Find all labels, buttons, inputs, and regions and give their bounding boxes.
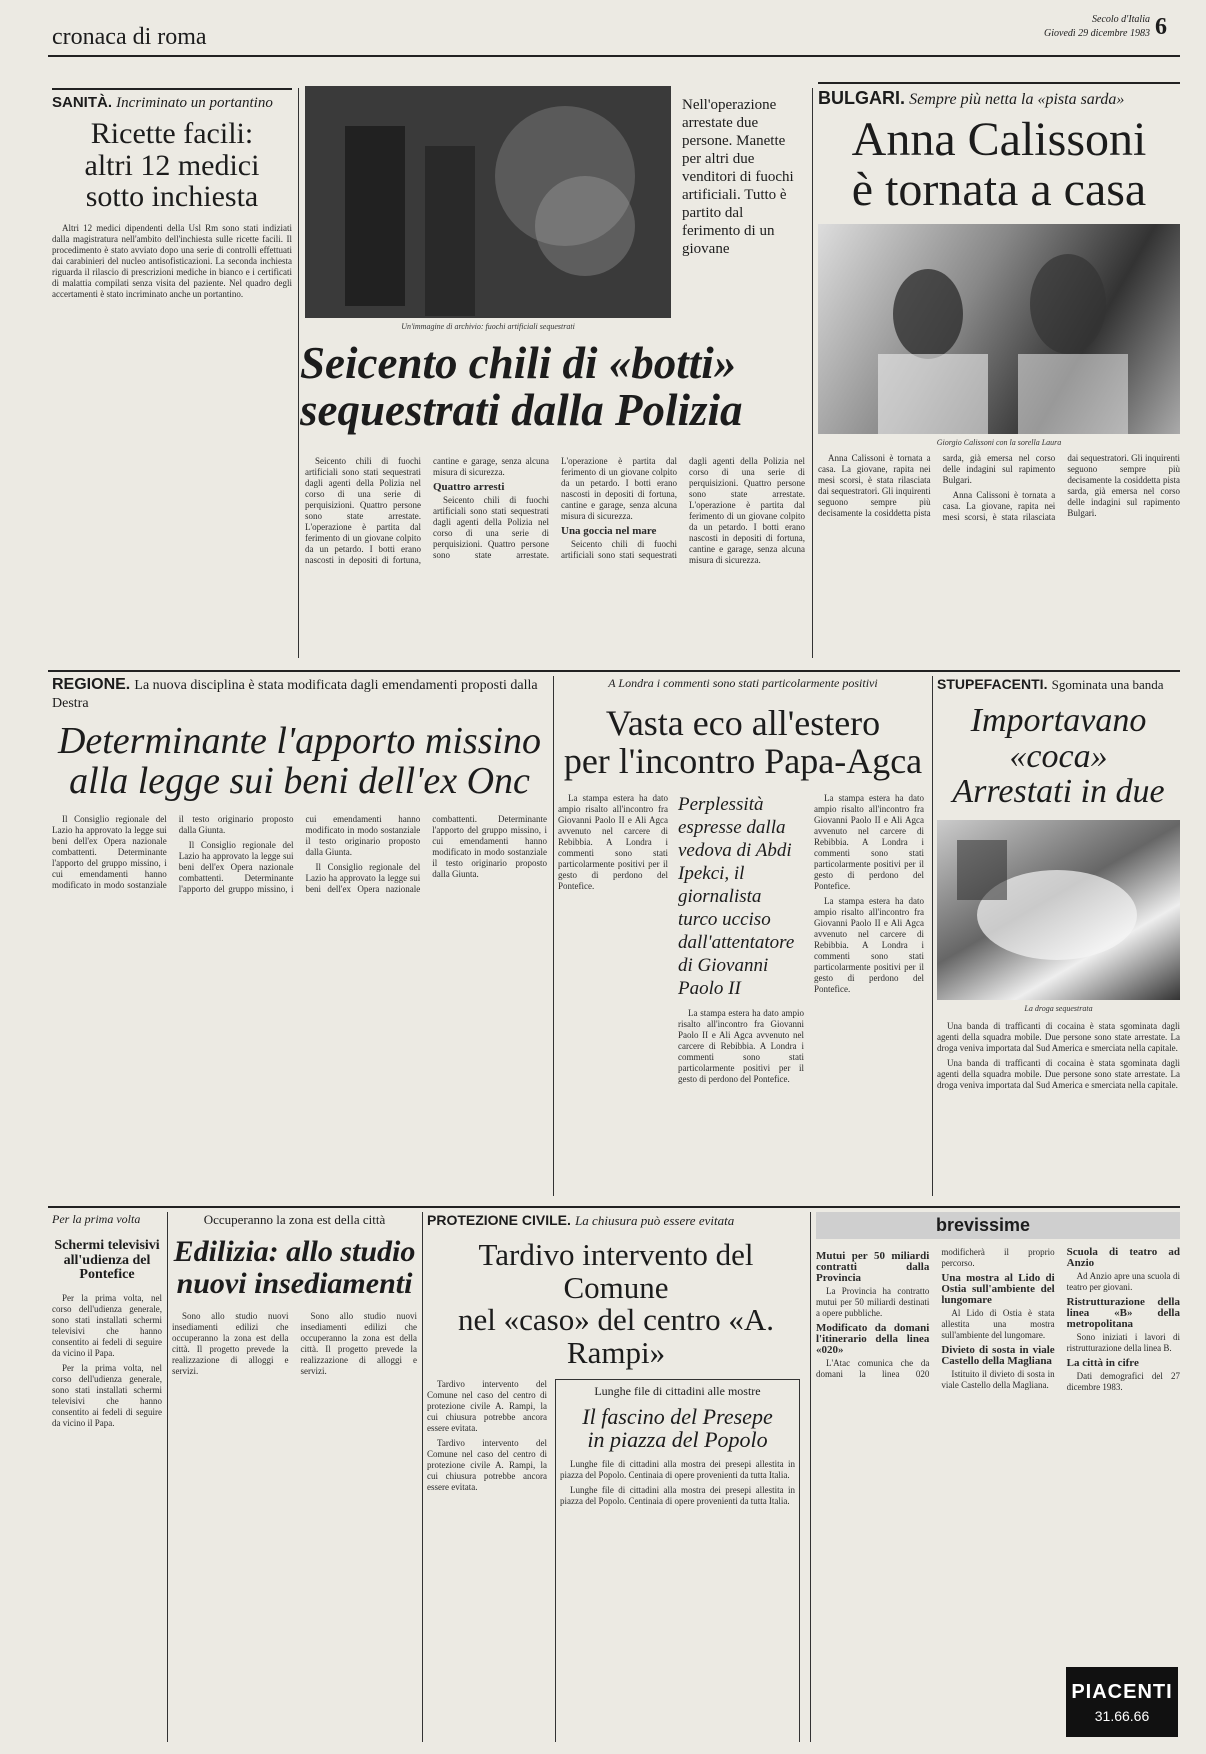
fireworks-sidebar: Nell'operazione arrestate due persone. Manette per altri due venditori di fuochi artificiali. Tutto è partito dal ferimento di un giovane: [682, 97, 794, 257]
stupefacenti-body-2: Una banda di trafficanti di cocaina è stata sgominata dagli agenti della squadra mobile. Due persone sono state arrestate. La droga veniva importata dal Sud America e smerciata nella capitale.: [937, 1058, 1180, 1091]
edilizia-body-2: Sono allo studio nuovi insediamenti edilizi che occuperanno la zona est della città. Il progetto prevede la realizzazione di alloggi e servizi.: [300, 1311, 417, 1376]
edilizia-body: Sono allo studio nuovi insediamenti edilizi che occuperanno la zona est della città. Il progetto prevede la realizzazione di alloggi e servizi.: [172, 1311, 289, 1376]
presepe-body: Lunghe file di cittadini alla mostra dei presepi allestita in piazza del Popolo. Centinaia di opere provenienti da tutta Italia.: [560, 1459, 795, 1481]
regione-title-2: alla legge sui beni dell'ex Onc: [69, 759, 530, 802]
protezione-title-2: nel «caso» del centro «A. Rampi»: [458, 1302, 774, 1370]
edilizia-article: [172, 1212, 417, 1742]
fireworks-body-text: Seicento chili di fuochi artificiali sono stati sequestrati dagli agenti della Polizia nel corso di una serie di perquisizioni. Quattro persone sono state arrestate. L'operazione è partita dal ferimento di un giovane colpito da un petardo. I botti erano nascosti in depositi di fortuna, cantine e garage, senza alcuna misura di sicurezza.: [305, 456, 549, 565]
regione-body: Il Consiglio regionale del Lazio ha approvato la legge sui beni dell'ex Opera nazionale combattenti. Determinante l'apporto del gruppo missino, i cui emendamenti hanno modificato in modo sostanziale il testo originario proposto dalla Giunta.: [52, 813, 294, 890]
presepe-body-2: Lunghe file di cittadini alla mostra dei presepi allestita in piazza del Popolo. Centinaia di opere provenienti da tutta Italia.: [560, 1485, 795, 1507]
bulgari-photo-art: [818, 224, 1180, 434]
londra-body-col: [558, 793, 668, 1173]
brevi-title-4: Scuola di teatro ad Anzio: [1066, 1246, 1180, 1269]
protezione-body: Tardivo intervento del Comune nel caso del centro di protezione civile A. Rampi, la cui chiusura potrebbe ancora essere evitata.: [427, 1379, 547, 1434]
protezione-body-col: [427, 1379, 547, 1742]
presepe-title-1: Il fascino del Presepe: [582, 1404, 773, 1430]
brevi-title-1: Modificato da domani l'itinerario della linea «020»: [816, 1322, 930, 1356]
fireworks-photo: [305, 86, 671, 318]
fireworks-photo-caption: Un'immagine di archivio: fuochi artificiali sequestrati: [401, 322, 575, 331]
stupefacenti-title-2: Arrestati in due: [952, 773, 1165, 811]
presepe-box: [555, 1379, 800, 1742]
sanita-article: [52, 88, 292, 660]
regione-article: [52, 676, 547, 1196]
londra-body-2: La stampa estera ha dato ampio risalto all'incontro fra Giovanni Paolo II e Ali Agca avvenuto nel carcere di Rebibbia. A Londra i commenti sono stati particolarmente positivi per il gesto di perdono del Pontefice.: [678, 1007, 804, 1084]
regione-body-3: Il Consiglio regionale del Lazio ha approvato la legge sui beni dell'ex Opera nazionale combattenti. Determinante l'apporto del gruppo missino, i cui emendamenti hanno modificato in modo sostanziale il testo originario proposto dalla Giunta.: [305, 813, 547, 894]
londra-article: [558, 676, 928, 1196]
londra-body-3: La stampa estera ha dato ampio risalto all'incontro fra Giovanni Paolo II e Ali Agca avvenuto nel carcere di Rebibbia. A Londra i commenti sono stati particolarmente positivi per il gesto di perdono del Pontefice.: [814, 792, 924, 891]
edilizia-title-2: nuovi insediamenti: [176, 1266, 413, 1300]
regione-body-2: Il Consiglio regionale del Lazio ha approvato la legge sui beni dell'ex Opera nazionale combattenti. Determinante l'apporto del gruppo missino, i cui emendamenti hanno modificato in modo sostanziale il testo originario proposto dalla Giunta.: [178, 813, 421, 894]
sanita-kicker-sub: Incriminato un portantino: [116, 95, 273, 111]
fireworks-photo-art: [305, 86, 671, 318]
londra-sidebar: Perplessità espresse dalla vedova di Abdi Ipekci, il giornalista turco ucciso dall'attentatore di Giovanni Paolo II: [678, 793, 795, 999]
bulgari-body: Anna Calissoni è tornata a casa. La giovane, rapita nei mesi scorsi, è stata rilasciata dai sequestratori. Gli inquirenti seguono sempre più decisamente la cosiddetta pista sarda, già emersa nel corso delle indagini sul rapimento Bulgari.: [818, 452, 1056, 518]
edilizia-kicker: Occuperanno la zona est della città: [203, 1212, 386, 1227]
brevi-text-5: Sono iniziati i lavori di ristrutturazione della linea B.: [1066, 1332, 1180, 1353]
stupefacenti-kicker: STUPEFACENTI.: [937, 676, 1048, 692]
sanita-title-1: Ricette facili:: [90, 117, 254, 150]
brevi-title-5: Ristrutturazione della linea «B» della metropolitana: [1066, 1296, 1180, 1330]
stupefacenti-photo-art: [937, 820, 1180, 1000]
bulgari-article: [818, 82, 1180, 660]
londra-body: La stampa estera ha dato ampio risalto all'incontro fra Giovanni Paolo II e Ali Agca avvenuto nel carcere di Rebibbia. A Londra i commenti sono stati particolarmente positivi per il gesto di perdono del Pontefice.: [558, 792, 668, 891]
brevissime-header: brevissime: [816, 1212, 1180, 1239]
pontefice-body: Per la prima volta, nel corso dell'udienza generale, sono stati installati schermi televisivi che hanno consentito ai fedeli di seguire da vicino il Papa.: [52, 1293, 162, 1359]
brevi-title-6: La città in cifre: [1066, 1357, 1139, 1369]
bulgari-title-2: è tornata a casa: [851, 163, 1147, 217]
londra-title-2: per l'incontro Papa-Agca: [563, 740, 923, 781]
stupefacenti-photo: [937, 820, 1180, 1000]
londra-body-4: La stampa estera ha dato ampio risalto all'incontro fra Giovanni Paolo II e Ali Agca avvenuto nel carcere di Rebibbia. A Londra i commenti sono stati particolarmente positivi per il gesto di perdono del Pontefice.: [814, 895, 924, 994]
bulgari-kicker-sub: Sempre più netta la «pista sarda»: [909, 91, 1125, 108]
regione-kicker-sub: La nuova disciplina è stata modificata dagli emendamenti proposti dalla Destra: [52, 678, 538, 711]
issue-date: Giovedì 29 dicembre 1983: [1044, 28, 1150, 39]
protezione-article: [427, 1212, 805, 1742]
page-number: 6: [1155, 14, 1167, 40]
brevi-title-0: Mutui per 50 miliardi contratti dalla Provincia: [816, 1250, 930, 1284]
bulgari-photo: [818, 224, 1180, 434]
londra-title-1: Vasta eco all'estero: [605, 703, 881, 743]
regione-title-1: Determinante l'apporto missino: [57, 720, 542, 762]
fireworks-body: [305, 456, 805, 656]
brevi-text-3: Istituito il divieto di sosta in viale Castello della Magliana.: [941, 1369, 1055, 1390]
stupefacenti-article: [937, 676, 1180, 1196]
fireworks-subhead-2: Una goccia nel mare: [561, 525, 657, 537]
brevi-text-6: Dati demografici del 27 dicembre 1983.: [1066, 1371, 1180, 1392]
pontefice-title: Schermi televisivi all'udienza del Pontefice: [54, 1238, 160, 1283]
bulgari-kicker: BULGARI.: [818, 88, 905, 108]
brevissime-column: [816, 1212, 1180, 1742]
protezione-title-1: Tardivo intervento del Comune: [478, 1237, 754, 1305]
paper-name: Secolo d'Italia: [1092, 14, 1150, 25]
presepe-kicker: Lunghe file di cittadini alle mostre: [594, 1384, 761, 1399]
fireworks-headline: [300, 340, 805, 450]
section-title: cronaca di roma: [52, 24, 207, 50]
brevi-text-1: L'Atac comunica che da domani la linea 020 modificherà il proprio percorso.: [816, 1247, 1055, 1379]
presepe-title-2: in piazza del Popolo: [587, 1427, 768, 1453]
fireworks-title-2: sequestrati dalla Polizia: [300, 385, 743, 436]
londra-body-col-3: [814, 793, 924, 1173]
brevi-title-3: Divieto di sosta in viale Castello della Magliana: [941, 1344, 1055, 1367]
sanita-title-2: altri 12 medici: [84, 148, 260, 182]
brevi-text-4: Ad Anzio apre una scuola di teatro per giovani.: [1066, 1271, 1180, 1292]
fireworks-subhead-1: Quattro arresti: [433, 481, 505, 493]
fireworks-body-text-2: Seicento chili di fuochi artificiali sono stati sequestrati dagli agenti della Polizia nel corso di una serie di perquisizioni. Quattro persone sono state arrestate. L'operazione è partita dal ferimento di un giovane colpito da un petardo. I botti erano nascosti in depositi di fortuna, cantine e garage, senza alcuna misura di sicurezza.: [433, 456, 677, 560]
regione-kicker: REGIONE.: [52, 676, 131, 693]
protezione-body-2: Tardivo intervento del Comune nel caso del centro di protezione civile A. Rampi, la cui chiusura potrebbe ancora essere evitata.: [427, 1438, 547, 1493]
brevi-text-0: La Provincia ha contratto mutui per 50 miliardi destinati a opere pubbliche.: [816, 1286, 930, 1318]
londra-kicker: A Londra i commenti sono stati particolarmente positivi: [608, 676, 878, 690]
pontefice-article: [52, 1212, 162, 1742]
fireworks-body-text-3: Seicento chili di fuochi artificiali sono stati sequestrati dagli agenti della Polizia nel corso di una serie di perquisizioni. Quattro persone sono state arrestate. L'operazione è partita dal ferimento di un giovane colpito da un petardo. I botti erano nascosti in depositi di fortuna, cantine e garage, senza alcuna misura di sicurezza.: [561, 456, 805, 565]
sanita-title-3: sotto inchiesta: [85, 180, 259, 213]
stupefacenti-body: Una banda di trafficanti di cocaina è stata sgominata dagli agenti della squadra mobile. Due persone sono state arrestate. La droga veniva importata dal Sud America e smerciata nella capitale.: [937, 1021, 1180, 1054]
fireworks-title-1: Seicento chili di «botti»: [300, 340, 737, 388]
ad-phone: 31.66.66: [1094, 1708, 1150, 1724]
stupefacenti-kicker-sub: Sgominata una banda: [1051, 677, 1164, 692]
sanita-body: Altri 12 medici dipendenti della Usl Rm sono stati indiziati dalla magistratura nell'ambito dell'inchiesta sulle ricette facili. Il procedimento è stato avviato dopo una serie di controlli effettuati dai carabinieri del nucleo antisofisticazioni. La seconda inchiesta riguarda il rilascio di prescrizioni mediche in bianco e i certificati di malattia compilati senza visita del paziente. Nel quadro degli accertamenti è stato incriminato anche un portantino.: [52, 222, 292, 299]
ad-brand: PIACENTI: [1071, 1681, 1173, 1703]
edilizia-title-1: Edilizia: allo studio: [173, 1235, 416, 1268]
brevi-title-2: Una mostra al Lido di Ostia sull'ambiente del lungomare: [941, 1272, 1055, 1306]
brevi-text-2: Al Lido di Ostia è stata allestita una mostra sull'ambiente del lungomare.: [941, 1308, 1055, 1340]
pontefice-body-2: Per la prima volta, nel corso dell'udienza generale, sono stati installati schermi televisivi che hanno consentito ai fedeli di seguire da vicino il Papa.: [52, 1363, 162, 1429]
sanita-kicker: SANITÀ.: [52, 94, 112, 111]
protezione-kicker: PROTEZIONE CIVILE.: [427, 1212, 571, 1228]
ad-box: [1066, 1667, 1178, 1737]
pontefice-kicker: Per la prima volta: [52, 1212, 141, 1226]
bulgari-caption: Giorgio Calissoni con la sorella Laura: [936, 437, 1062, 447]
protezione-kicker-sub: La chiusura può essere evitata: [575, 1213, 735, 1228]
bulgari-title-1: Anna Calissoni: [851, 113, 1147, 166]
stupefacenti-caption: La droga sequestrata: [1024, 1004, 1093, 1014]
bulgari-body-2: Anna Calissoni è tornata a casa. La giovane, rapita nei mesi scorsi, è stata rilasciata dai sequestratori. Gli inquirenti seguono sempre più decisamente la cosiddetta pista sarda, già emersa nel corso delle indagini sul rapimento Bulgari.: [942, 452, 1180, 522]
stupefacenti-title-1: Importavano «coca»: [970, 702, 1147, 775]
